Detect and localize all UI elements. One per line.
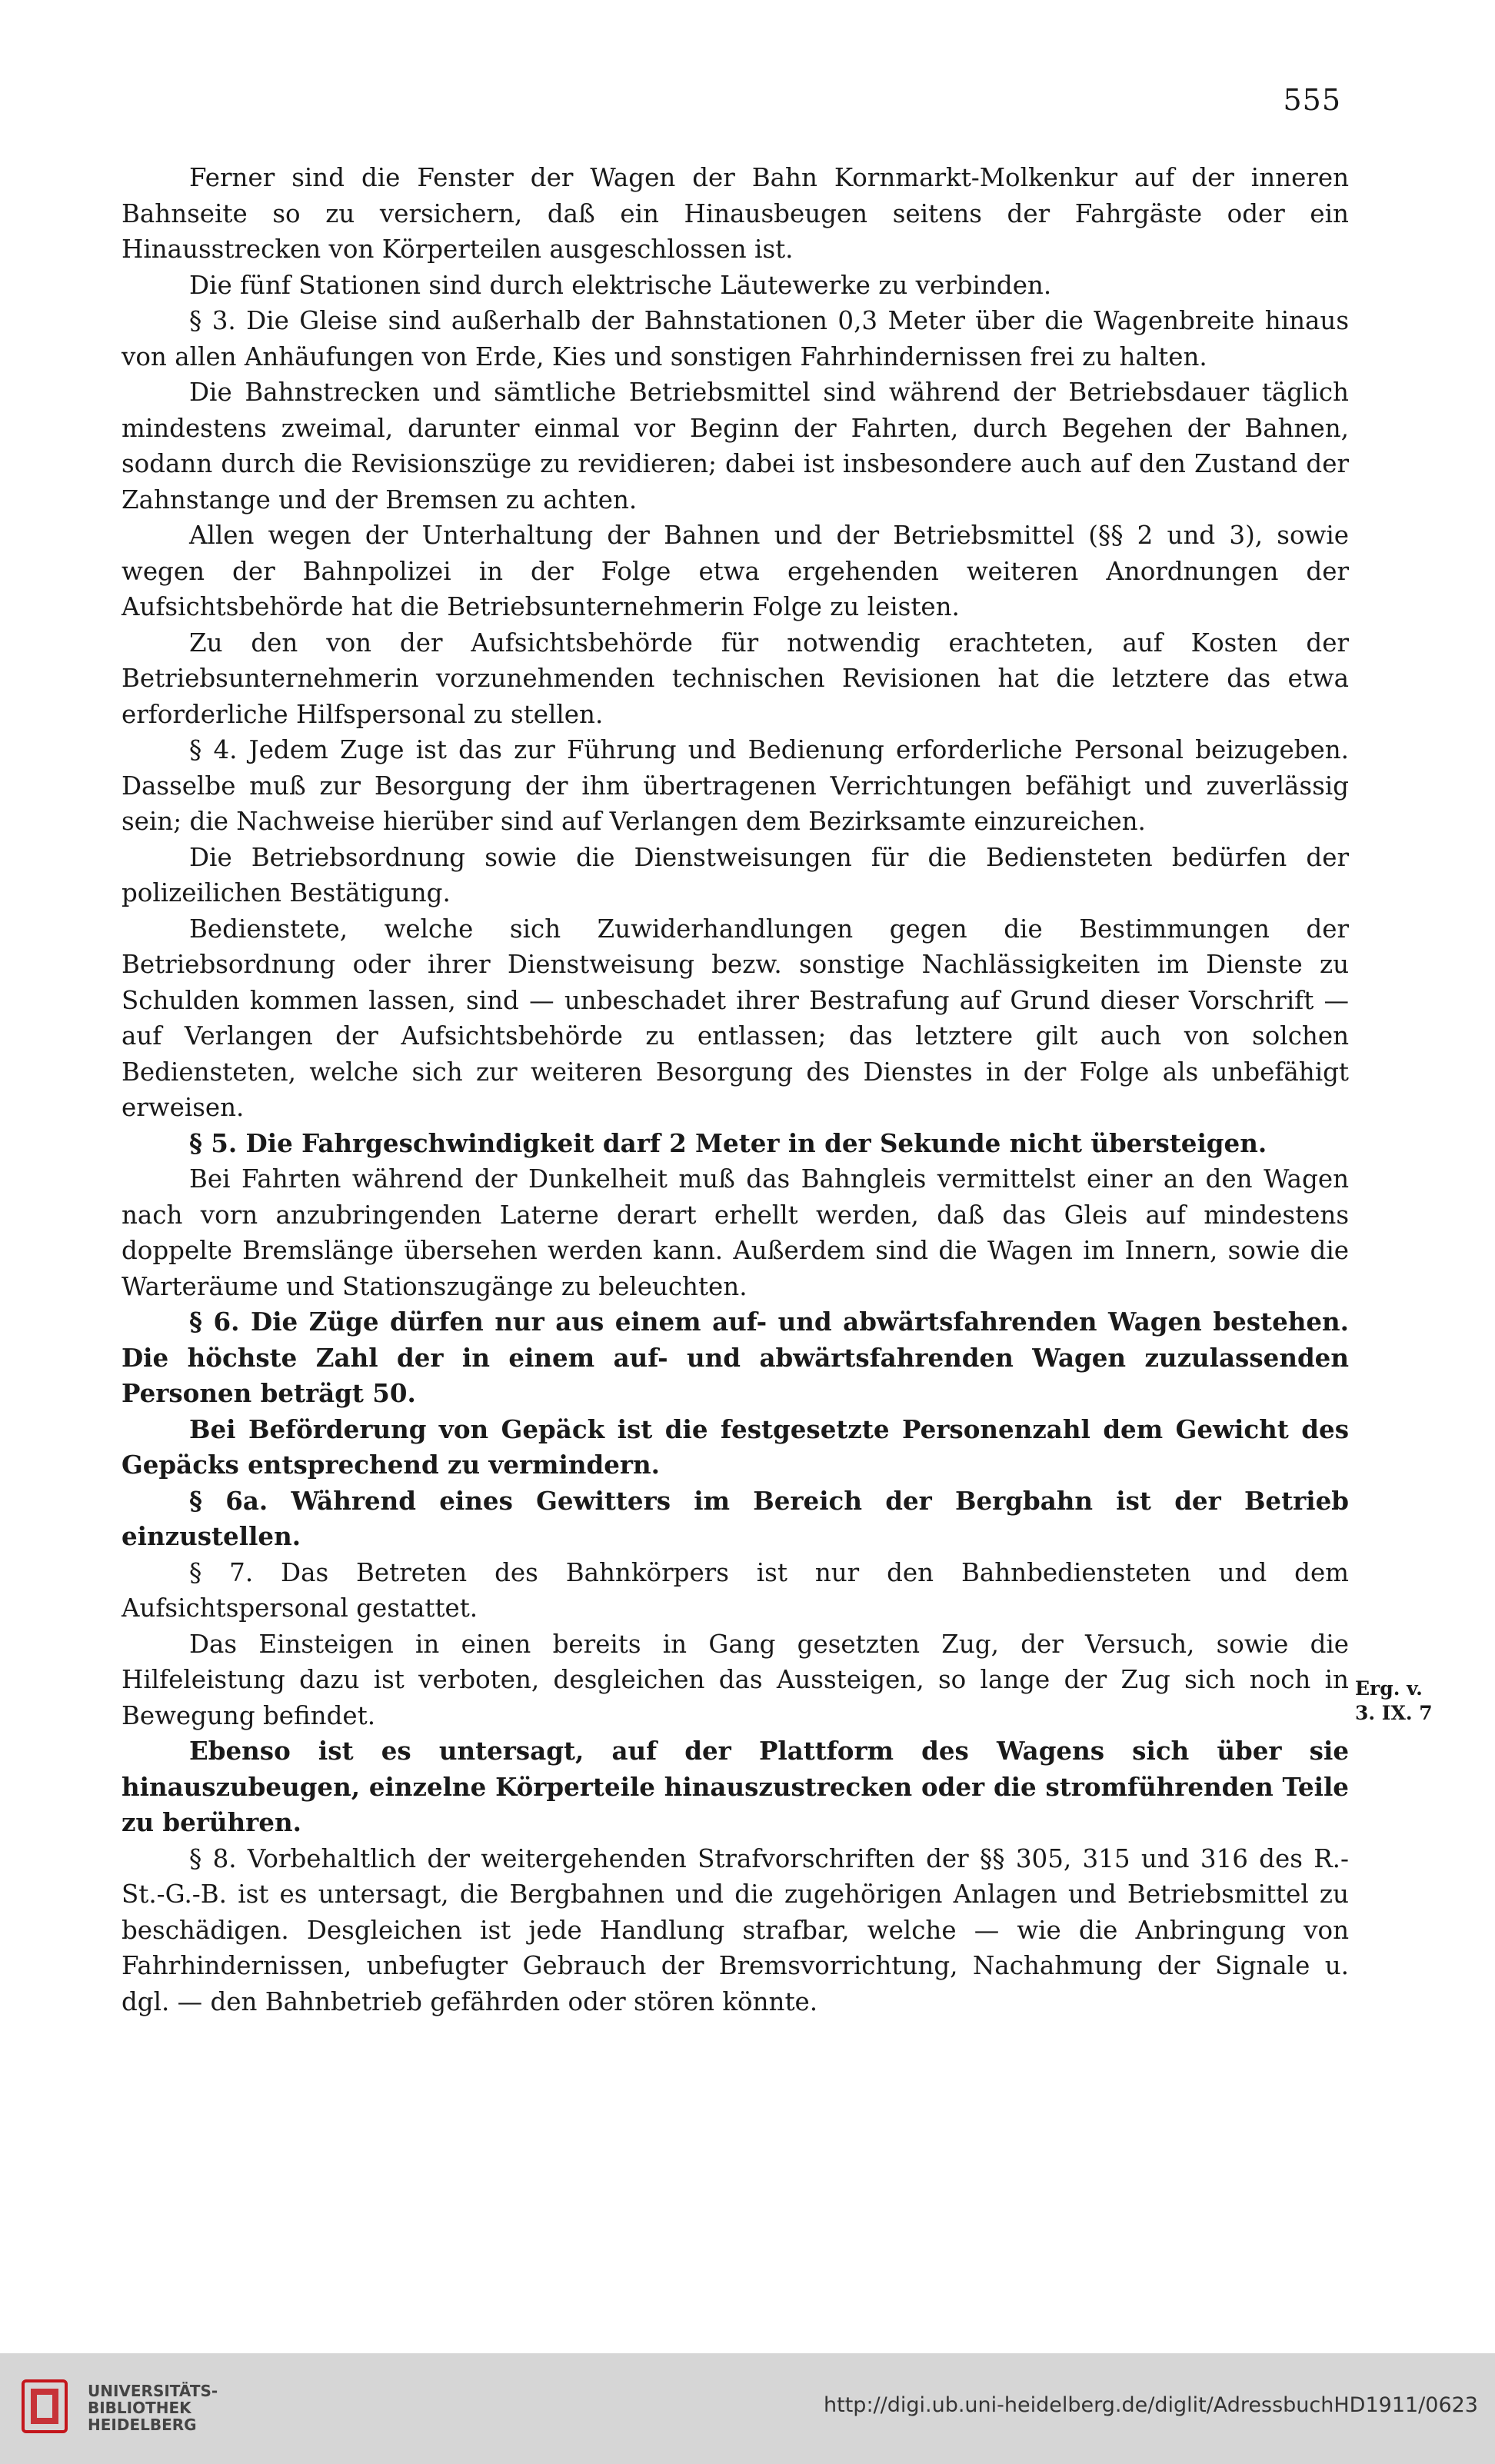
page-number: 555: [1283, 83, 1341, 117]
paragraph: § 4. Jedem Zuge ist das zur Führung und Bedienung erforderliche Personal beizugeben. Dasselbe muß zur Besorgung der ihm übertragenen Verrichtungen befähigt und zuverlässig sein; die Nachweise hierüber sind auf Verlangen dem Bezirksamte einzureichen.: [122, 735, 1349, 836]
document-body: [122, 160, 1349, 2019]
brand-line: BIBLIOTHEK: [88, 2399, 191, 2417]
university-seal-icon: [20, 2376, 69, 2436]
paragraph: Bedienstete, welche sich Zuwiderhandlungen gegen die Bestimmungen der Betriebsordnung oder ihrer Dienstweisung bezw. sonstige Nachlässigkeiten im Dienste zu Schulden kommen lassen, sind — unbeschadet ihrer Bestrafung auf Grund dieser Vorschrift — auf Verlangen der Aufsichtsbehörde zu entlassen; das letztere gilt auch von solchen Bediensteten, welche sich zur weiteren Besorgung des Dienstes in der Folge als unbefähigt erweisen.: [122, 914, 1349, 1122]
paragraph-bold: § 6a. Während eines Gewitters im Bereich der Bergbahn ist der Betrieb einzustellen.: [122, 1485, 1349, 1551]
paragraph: Die Bahnstrecken und sämtliche Betriebsmittel sind während der Betriebsdauer täglich mindestens zweimal, darunter einmal vor Beginn der Fahrten, durch Begehen der Bahnen, sodann durch die Revisionszüge zu revidieren; dabei ist insbesondere auch auf den Zustand der Zahnstange und der Bremsen zu achten.: [122, 378, 1349, 514]
paragraph-bold: Ebenso ist es untersagt, auf der Plattform des Wagens sich über sie hinauszubeugen, einzelne Körperteile hinauszustrecken oder die stromführenden Teile zu berühren.: [122, 1736, 1349, 1837]
paragraph: Das Einsteigen in einen bereits in Gang gesetzten Zug, der Versuch, sowie die Hilfeleistung dazu ist verboten, desgleichen das Aussteigen, so lange der Zug sich noch in Bewegung befindet.: [122, 1629, 1349, 1730]
paragraph-bold: § 5. Die Fahrgeschwindigkeit darf 2 Meter in der Sekunde nicht übersteigen.: [189, 1127, 1267, 1158]
margin-note: [1355, 1677, 1455, 1726]
paragraph: § 8. Vorbehaltlich der weitergehenden Strafvorschriften der §§ 305, 315 und 316 des R.-St.-G.-B. ist es untersagt, die Bergbahnen und die zugehörigen Anlagen und Betriebsmittel zu beschädigen. Desgleichen ist jede Handlung strafbar, welche — wie die Anbringung von Fahrhindernissen, unbefugter Gebrauch der Bremsvorrichtung, Nachahmung der Signale u. dgl. — den Bahnbetrieb gefährden oder stören könnte.: [122, 1843, 1349, 2016]
paragraph: Die Betriebsordnung sowie die Dienstweisungen für die Bediensteten bedürfen der polizeilichen Bestätigung.: [122, 842, 1349, 907]
margin-note-line: 3. IX. 7: [1355, 1702, 1433, 1724]
library-brand: [88, 2382, 218, 2433]
brand-line: UNIVERSITÄTS-: [88, 2382, 218, 2400]
paragraph: Allen wegen der Unterhaltung der Bahnen und der Betriebsmittel (§§ 2 und 3), sowie wegen der Bahnpolizei in der Folge etwa ergehenden weiteren Anordnungen der Aufsichtsbehörde hat die Betriebsunternehmerin Folge zu leisten.: [122, 521, 1349, 621]
paragraph: Die fünf Stationen sind durch elektrische Läutewerke zu verbinden.: [189, 270, 1052, 300]
paragraph: Bei Fahrten während der Dunkelheit muß das Bahngleis vermittelst einer an den Wagen nach vorn anzubringenden Laterne derart erhellt werden, daß das Gleis auf mindestens doppelte Bremslänge übersehen werden kann. Außerdem sind die Wagen im Innern, sowie die Warteräume und Stationszugänge zu beleuchten.: [122, 1164, 1349, 1301]
footer-bar: [0, 2353, 1495, 2464]
margin-note-line: Erg. v.: [1355, 1677, 1423, 1700]
brand-line: HEIDELBERG: [88, 2416, 197, 2434]
paragraph: Zu den von der Aufsichtsbehörde für notwendig erachteten, auf Kosten der Betriebsunternehmerin vorzunehmenden technischen Revisionen hat die letztere das etwa erforderliche Hilfspersonal zu stellen.: [122, 628, 1349, 729]
paragraph: § 7. Das Betreten des Bahnkörpers ist nur den Bahnbediensteten und dem Aufsichtspersonal gestattet.: [122, 1557, 1349, 1623]
paragraph-bold: Bei Beförderung von Gepäck ist die festgesetzte Personenzahl dem Gewicht des Gepäcks entsprechend zu vermindern.: [122, 1413, 1349, 1480]
paragraph-bold: § 6. Die Züge dürfen nur aus einem auf- und abwärtsfahrenden Wagen bestehen. Die höchste Zahl der in einem auf- und abwärtsfahrenden Wagen zuzulassenden Personen beträgt 50.: [122, 1307, 1349, 1408]
source-url-link[interactable]: http://digi.ub.uni-heidelberg.de/diglit/AdressbuchHD1911/0623: [824, 2393, 1478, 2417]
paragraph: § 3. Die Gleise sind außerhalb der Bahnstationen 0,3 Meter über die Wagenbreite hinaus von allen Anhäufungen von Erde, Kies und sonstigen Fahrhindernissen frei zu halten.: [122, 306, 1349, 371]
paragraph: Ferner sind die Fenster der Wagen der Bahn Kornmarkt-Molkenkur auf der inneren Bahnseite so zu versichern, daß ein Hinausbeugen seitens der Fahrgäste oder ein Hinausstrecken von Körperteilen ausgeschlossen ist.: [122, 163, 1349, 264]
